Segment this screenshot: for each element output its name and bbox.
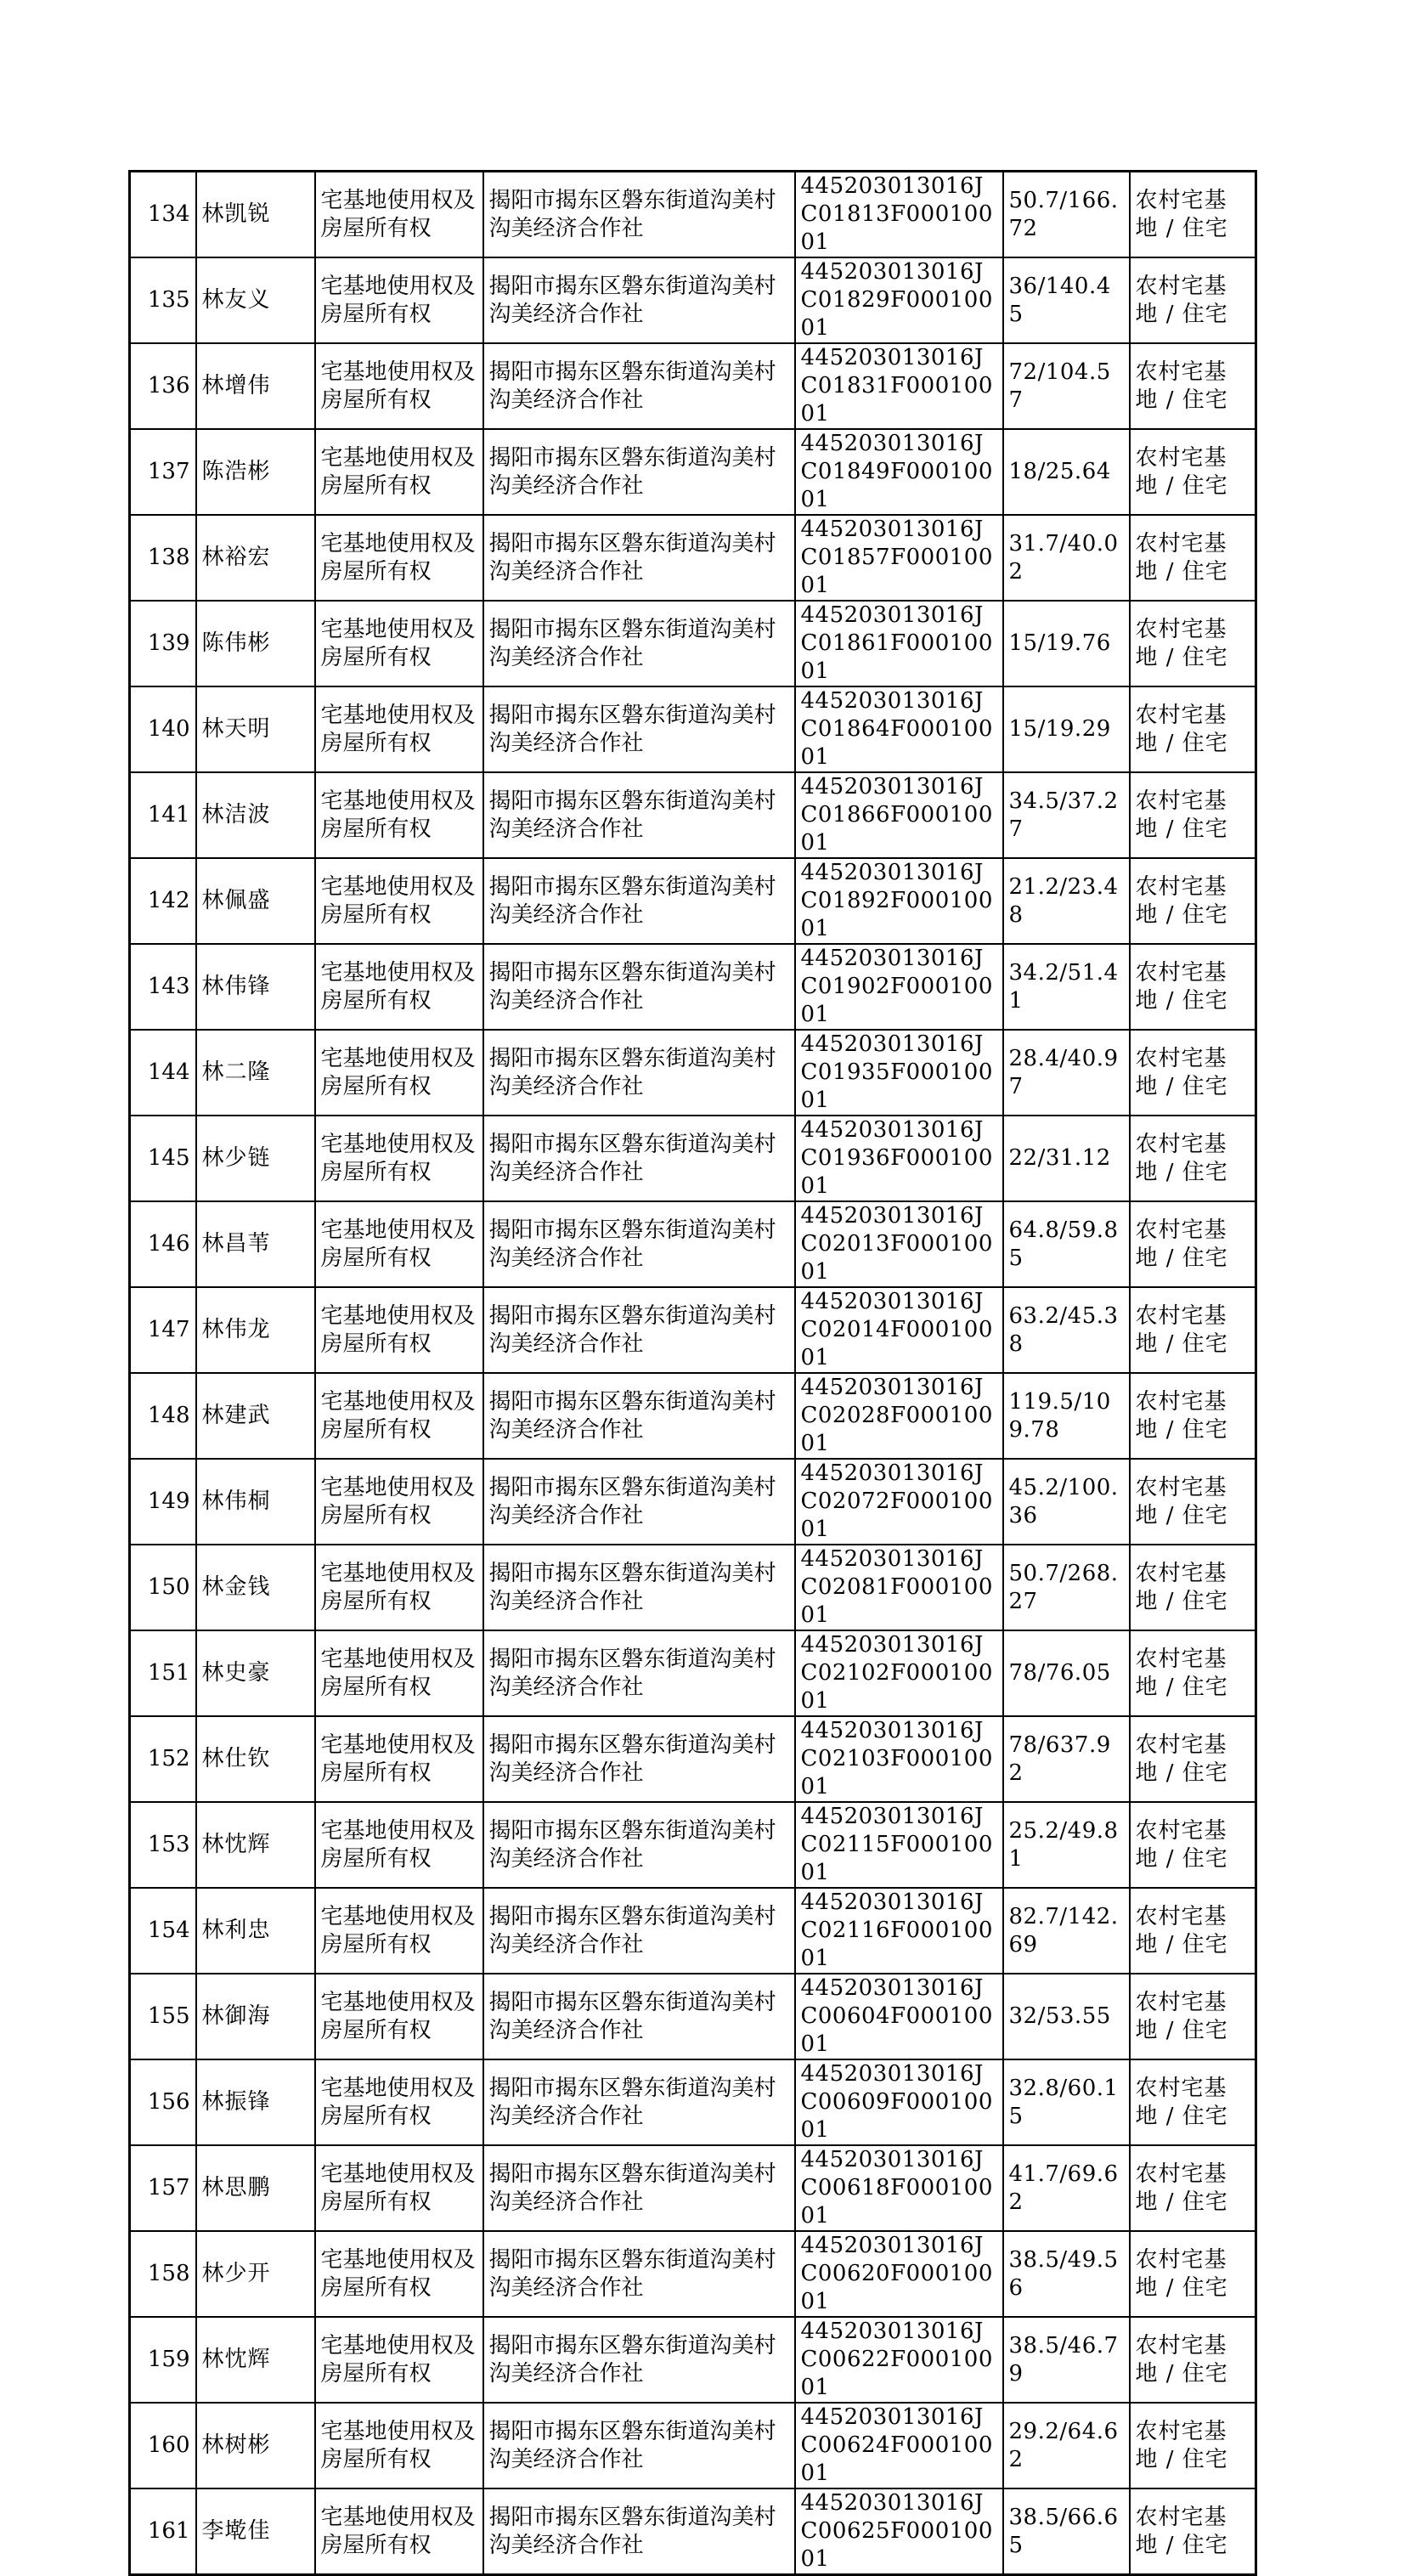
land-use-cell: 农村宅基地 / 住宅 bbox=[1130, 1030, 1256, 1116]
table-row bbox=[130, 1974, 1256, 2059]
row-number-cell: 146 bbox=[130, 1201, 196, 1287]
owner-name-cell: 林忱辉 bbox=[196, 1802, 315, 1888]
row-number-cell: 139 bbox=[130, 601, 196, 686]
owner-name-cell: 林洁波 bbox=[196, 772, 315, 858]
location-cell: 揭阳市揭东区磐东街道沟美村沟美经济合作社 bbox=[483, 601, 795, 686]
location-cell: 揭阳市揭东区磐东街道沟美村沟美经济合作社 bbox=[483, 944, 795, 1030]
row-number-cell: 153 bbox=[130, 1802, 196, 1888]
right-type-cell: 宅基地使用权及房屋所有权 bbox=[315, 2488, 483, 2575]
area-cell: 64.8/59.85 bbox=[1003, 1201, 1130, 1287]
parcel-code-cell: 445203013016JC01902F00010001 bbox=[795, 944, 1003, 1030]
owner-name-cell: 林仕钦 bbox=[196, 1716, 315, 1802]
location-cell: 揭阳市揭东区磐东街道沟美村沟美经济合作社 bbox=[483, 1116, 795, 1201]
land-use-cell: 农村宅基地 / 住宅 bbox=[1130, 1287, 1256, 1373]
right-type-cell: 宅基地使用权及房屋所有权 bbox=[315, 1116, 483, 1201]
row-number-cell: 135 bbox=[130, 257, 196, 343]
location-cell: 揭阳市揭东区磐东街道沟美村沟美经济合作社 bbox=[483, 1545, 795, 1630]
parcel-code-cell: 445203013016JC02103F00010001 bbox=[795, 1716, 1003, 1802]
right-type-cell: 宅基地使用权及房屋所有权 bbox=[315, 2231, 483, 2317]
row-number-cell: 136 bbox=[130, 343, 196, 429]
area-cell: 32/53.55 bbox=[1003, 1974, 1130, 2059]
location-cell: 揭阳市揭东区磐东街道沟美村沟美经济合作社 bbox=[483, 772, 795, 858]
area-cell: 72/104.57 bbox=[1003, 343, 1130, 429]
table-row bbox=[130, 1373, 1256, 1459]
owner-name-cell: 林思鹏 bbox=[196, 2145, 315, 2231]
owner-name-cell: 林增伟 bbox=[196, 343, 315, 429]
right-type-cell: 宅基地使用权及房屋所有权 bbox=[315, 1630, 483, 1716]
table-row bbox=[130, 1201, 1256, 1287]
area-cell: 34.2/51.41 bbox=[1003, 944, 1130, 1030]
area-cell: 119.5/109.78 bbox=[1003, 1373, 1130, 1459]
land-use-cell: 农村宅基地 / 住宅 bbox=[1130, 2059, 1256, 2145]
area-cell: 34.5/37.27 bbox=[1003, 772, 1130, 858]
land-use-cell: 农村宅基地 / 住宅 bbox=[1130, 1888, 1256, 1974]
row-number-cell: 151 bbox=[130, 1630, 196, 1716]
right-type-cell: 宅基地使用权及房屋所有权 bbox=[315, 1888, 483, 1974]
area-cell: 15/19.76 bbox=[1003, 601, 1130, 686]
row-number-cell: 159 bbox=[130, 2317, 196, 2403]
table-row bbox=[130, 1030, 1256, 1116]
right-type-cell: 宅基地使用权及房屋所有权 bbox=[315, 172, 483, 258]
row-number-cell: 155 bbox=[130, 1974, 196, 2059]
owner-name-cell: 林利忠 bbox=[196, 1888, 315, 1974]
location-cell: 揭阳市揭东区磐东街道沟美村沟美经济合作社 bbox=[483, 1201, 795, 1287]
right-type-cell: 宅基地使用权及房屋所有权 bbox=[315, 1802, 483, 1888]
right-type-cell: 宅基地使用权及房屋所有权 bbox=[315, 1030, 483, 1116]
right-type-cell: 宅基地使用权及房屋所有权 bbox=[315, 1287, 483, 1373]
area-cell: 28.4/40.97 bbox=[1003, 1030, 1130, 1116]
area-cell: 63.2/45.38 bbox=[1003, 1287, 1130, 1373]
owner-name-cell: 陈浩彬 bbox=[196, 429, 315, 515]
parcel-code-cell: 445203013016JC01829F00010001 bbox=[795, 257, 1003, 343]
row-number-cell: 149 bbox=[130, 1459, 196, 1545]
right-type-cell: 宅基地使用权及房屋所有权 bbox=[315, 944, 483, 1030]
location-cell: 揭阳市揭东区磐东街道沟美村沟美经济合作社 bbox=[483, 1287, 795, 1373]
row-number-cell: 150 bbox=[130, 1545, 196, 1630]
owner-name-cell: 林忱辉 bbox=[196, 2317, 315, 2403]
land-use-cell: 农村宅基地 / 住宅 bbox=[1130, 1459, 1256, 1545]
table-row bbox=[130, 858, 1256, 944]
owner-name-cell: 林史豪 bbox=[196, 1630, 315, 1716]
land-use-cell: 农村宅基地 / 住宅 bbox=[1130, 1802, 1256, 1888]
owner-name-cell: 林御海 bbox=[196, 1974, 315, 2059]
owner-name-cell: 林建武 bbox=[196, 1373, 315, 1459]
row-number-cell: 147 bbox=[130, 1287, 196, 1373]
owner-name-cell: 林伟桐 bbox=[196, 1459, 315, 1545]
row-number-cell: 160 bbox=[130, 2403, 196, 2488]
right-type-cell: 宅基地使用权及房屋所有权 bbox=[315, 2059, 483, 2145]
parcel-code-cell: 445203013016JC01813F00010001 bbox=[795, 172, 1003, 258]
land-use-cell: 农村宅基地 / 住宅 bbox=[1130, 429, 1256, 515]
location-cell: 揭阳市揭东区磐东街道沟美村沟美经济合作社 bbox=[483, 172, 795, 258]
location-cell: 揭阳市揭东区磐东街道沟美村沟美经济合作社 bbox=[483, 2403, 795, 2488]
parcel-code-cell: 445203013016JC02028F00010001 bbox=[795, 1373, 1003, 1459]
location-cell: 揭阳市揭东区磐东街道沟美村沟美经济合作社 bbox=[483, 2059, 795, 2145]
location-cell: 揭阳市揭东区磐东街道沟美村沟美经济合作社 bbox=[483, 1373, 795, 1459]
row-number-cell: 134 bbox=[130, 172, 196, 258]
right-type-cell: 宅基地使用权及房屋所有权 bbox=[315, 257, 483, 343]
owner-name-cell: 林佩盛 bbox=[196, 858, 315, 944]
land-use-cell: 农村宅基地 / 住宅 bbox=[1130, 2488, 1256, 2575]
location-cell: 揭阳市揭东区磐东街道沟美村沟美经济合作社 bbox=[483, 1888, 795, 1974]
land-use-cell: 农村宅基地 / 住宅 bbox=[1130, 343, 1256, 429]
land-use-cell: 农村宅基地 / 住宅 bbox=[1130, 2403, 1256, 2488]
right-type-cell: 宅基地使用权及房屋所有权 bbox=[315, 1545, 483, 1630]
land-use-cell: 农村宅基地 / 住宅 bbox=[1130, 2317, 1256, 2403]
parcel-code-cell: 445203013016JC02115F00010001 bbox=[795, 1802, 1003, 1888]
row-number-cell: 140 bbox=[130, 686, 196, 772]
area-cell: 50.7/166.72 bbox=[1003, 172, 1130, 258]
parcel-code-cell: 445203013016JC01936F00010001 bbox=[795, 1116, 1003, 1201]
location-cell: 揭阳市揭东区磐东街道沟美村沟美经济合作社 bbox=[483, 1459, 795, 1545]
location-cell: 揭阳市揭东区磐东街道沟美村沟美经济合作社 bbox=[483, 1802, 795, 1888]
parcel-code-cell: 445203013016JC02014F00010001 bbox=[795, 1287, 1003, 1373]
owner-name-cell: 林树彬 bbox=[196, 2403, 315, 2488]
parcel-code-cell: 445203013016JC00604F00010001 bbox=[795, 1974, 1003, 2059]
parcel-code-cell: 445203013016JC01831F00010001 bbox=[795, 343, 1003, 429]
parcel-code-cell: 445203013016JC02102F00010001 bbox=[795, 1630, 1003, 1716]
parcel-code-cell: 445203013016JC00625F00010001 bbox=[795, 2488, 1003, 2575]
area-cell: 41.7/69.62 bbox=[1003, 2145, 1130, 2231]
table-row bbox=[130, 772, 1256, 858]
row-number-cell: 141 bbox=[130, 772, 196, 858]
land-use-cell: 农村宅基地 / 住宅 bbox=[1130, 772, 1256, 858]
parcel-code-cell: 445203013016JC01861F00010001 bbox=[795, 601, 1003, 686]
table-row bbox=[130, 686, 1256, 772]
table-row bbox=[130, 1459, 1256, 1545]
owner-name-cell: 林凯锐 bbox=[196, 172, 315, 258]
table-row bbox=[130, 1802, 1256, 1888]
location-cell: 揭阳市揭东区磐东街道沟美村沟美经济合作社 bbox=[483, 515, 795, 601]
owner-name-cell: 林二隆 bbox=[196, 1030, 315, 1116]
area-cell: 38.5/49.56 bbox=[1003, 2231, 1130, 2317]
land-use-cell: 农村宅基地 / 住宅 bbox=[1130, 944, 1256, 1030]
location-cell: 揭阳市揭东区磐东街道沟美村沟美经济合作社 bbox=[483, 2145, 795, 2231]
area-cell: 78/76.05 bbox=[1003, 1630, 1130, 1716]
land-use-cell: 农村宅基地 / 住宅 bbox=[1130, 2145, 1256, 2231]
table-row bbox=[130, 601, 1256, 686]
land-use-cell: 农村宅基地 / 住宅 bbox=[1130, 601, 1256, 686]
registry-table-body bbox=[130, 172, 1256, 2575]
owner-name-cell: 林金钱 bbox=[196, 1545, 315, 1630]
location-cell: 揭阳市揭东区磐东街道沟美村沟美经济合作社 bbox=[483, 686, 795, 772]
parcel-code-cell: 445203013016JC01857F00010001 bbox=[795, 515, 1003, 601]
area-cell: 38.5/46.79 bbox=[1003, 2317, 1130, 2403]
parcel-code-cell: 445203013016JC01849F00010001 bbox=[795, 429, 1003, 515]
area-cell: 25.2/49.81 bbox=[1003, 1802, 1130, 1888]
area-cell: 50.7/268.27 bbox=[1003, 1545, 1130, 1630]
owner-name-cell: 林友义 bbox=[196, 257, 315, 343]
land-use-cell: 农村宅基地 / 住宅 bbox=[1130, 686, 1256, 772]
area-cell: 18/25.64 bbox=[1003, 429, 1130, 515]
location-cell: 揭阳市揭东区磐东街道沟美村沟美经济合作社 bbox=[483, 1716, 795, 1802]
parcel-code-cell: 445203013016JC00622F00010001 bbox=[795, 2317, 1003, 2403]
owner-name-cell: 林昌苇 bbox=[196, 1201, 315, 1287]
table-row bbox=[130, 2059, 1256, 2145]
row-number-cell: 143 bbox=[130, 944, 196, 1030]
area-cell: 82.7/142.69 bbox=[1003, 1888, 1130, 1974]
land-use-cell: 农村宅基地 / 住宅 bbox=[1130, 515, 1256, 601]
right-type-cell: 宅基地使用权及房屋所有权 bbox=[315, 772, 483, 858]
row-number-cell: 148 bbox=[130, 1373, 196, 1459]
parcel-code-cell: 445203013016JC00609F00010001 bbox=[795, 2059, 1003, 2145]
location-cell: 揭阳市揭东区磐东街道沟美村沟美经济合作社 bbox=[483, 2317, 795, 2403]
row-number-cell: 161 bbox=[130, 2488, 196, 2575]
area-cell: 15/19.29 bbox=[1003, 686, 1130, 772]
location-cell: 揭阳市揭东区磐东街道沟美村沟美经济合作社 bbox=[483, 429, 795, 515]
table-row bbox=[130, 1287, 1256, 1373]
parcel-code-cell: 445203013016JC02072F00010001 bbox=[795, 1459, 1003, 1545]
area-cell: 29.2/64.62 bbox=[1003, 2403, 1130, 2488]
row-number-cell: 142 bbox=[130, 858, 196, 944]
right-type-cell: 宅基地使用权及房屋所有权 bbox=[315, 429, 483, 515]
table-row bbox=[130, 429, 1256, 515]
area-cell: 78/637.92 bbox=[1003, 1716, 1130, 1802]
location-cell: 揭阳市揭东区磐东街道沟美村沟美经济合作社 bbox=[483, 343, 795, 429]
right-type-cell: 宅基地使用权及房屋所有权 bbox=[315, 1373, 483, 1459]
land-use-cell: 农村宅基地 / 住宅 bbox=[1130, 257, 1256, 343]
table-row bbox=[130, 172, 1256, 258]
parcel-code-cell: 445203013016JC01864F00010001 bbox=[795, 686, 1003, 772]
parcel-code-cell: 445203013016JC01935F00010001 bbox=[795, 1030, 1003, 1116]
owner-name-cell: 林少链 bbox=[196, 1116, 315, 1201]
table-row bbox=[130, 944, 1256, 1030]
parcel-code-cell: 445203013016JC02013F00010001 bbox=[795, 1201, 1003, 1287]
owner-name-cell: 林伟龙 bbox=[196, 1287, 315, 1373]
table-row bbox=[130, 1116, 1256, 1201]
right-type-cell: 宅基地使用权及房屋所有权 bbox=[315, 1974, 483, 2059]
owner-name-cell: 陈伟彬 bbox=[196, 601, 315, 686]
row-number-cell: 152 bbox=[130, 1716, 196, 1802]
owner-name-cell: 林伟锋 bbox=[196, 944, 315, 1030]
table-row bbox=[130, 2317, 1256, 2403]
parcel-code-cell: 445203013016JC01892F00010001 bbox=[795, 858, 1003, 944]
area-cell: 38.5/66.65 bbox=[1003, 2488, 1130, 2575]
row-number-cell: 157 bbox=[130, 2145, 196, 2231]
land-use-cell: 农村宅基地 / 住宅 bbox=[1130, 1116, 1256, 1201]
location-cell: 揭阳市揭东区磐东街道沟美村沟美经济合作社 bbox=[483, 2231, 795, 2317]
land-use-cell: 农村宅基地 / 住宅 bbox=[1130, 1974, 1256, 2059]
right-type-cell: 宅基地使用权及房屋所有权 bbox=[315, 1716, 483, 1802]
table-row bbox=[130, 1630, 1256, 1716]
parcel-code-cell: 445203013016JC01866F00010001 bbox=[795, 772, 1003, 858]
right-type-cell: 宅基地使用权及房屋所有权 bbox=[315, 343, 483, 429]
table-row bbox=[130, 2145, 1256, 2231]
owner-name-cell: 林裕宏 bbox=[196, 515, 315, 601]
parcel-code-cell: 445203013016JC00618F00010001 bbox=[795, 2145, 1003, 2231]
table-row bbox=[130, 2488, 1256, 2575]
location-cell: 揭阳市揭东区磐东街道沟美村沟美经济合作社 bbox=[483, 2488, 795, 2575]
area-cell: 45.2/100.36 bbox=[1003, 1459, 1130, 1545]
area-cell: 32.8/60.15 bbox=[1003, 2059, 1130, 2145]
row-number-cell: 154 bbox=[130, 1888, 196, 1974]
location-cell: 揭阳市揭东区磐东街道沟美村沟美经济合作社 bbox=[483, 1030, 795, 1116]
right-type-cell: 宅基地使用权及房屋所有权 bbox=[315, 515, 483, 601]
row-number-cell: 138 bbox=[130, 515, 196, 601]
land-use-cell: 农村宅基地 / 住宅 bbox=[1130, 1630, 1256, 1716]
parcel-code-cell: 445203013016JC02081F00010001 bbox=[795, 1545, 1003, 1630]
table-row bbox=[130, 257, 1256, 343]
table-row bbox=[130, 1545, 1256, 1630]
row-number-cell: 158 bbox=[130, 2231, 196, 2317]
land-use-cell: 农村宅基地 / 住宅 bbox=[1130, 858, 1256, 944]
location-cell: 揭阳市揭东区磐东街道沟美村沟美经济合作社 bbox=[483, 1974, 795, 2059]
land-use-cell: 农村宅基地 / 住宅 bbox=[1130, 1716, 1256, 1802]
row-number-cell: 145 bbox=[130, 1116, 196, 1201]
right-type-cell: 宅基地使用权及房屋所有权 bbox=[315, 2145, 483, 2231]
table-row bbox=[130, 1888, 1256, 1974]
right-type-cell: 宅基地使用权及房屋所有权 bbox=[315, 1201, 483, 1287]
right-type-cell: 宅基地使用权及房屋所有权 bbox=[315, 2403, 483, 2488]
row-number-cell: 137 bbox=[130, 429, 196, 515]
row-number-cell: 144 bbox=[130, 1030, 196, 1116]
area-cell: 22/31.12 bbox=[1003, 1116, 1130, 1201]
owner-name-cell: 林振锋 bbox=[196, 2059, 315, 2145]
right-type-cell: 宅基地使用权及房屋所有权 bbox=[315, 601, 483, 686]
area-cell: 31.7/40.02 bbox=[1003, 515, 1130, 601]
owner-name-cell: 林天明 bbox=[196, 686, 315, 772]
parcel-code-cell: 445203013016JC00620F00010001 bbox=[795, 2231, 1003, 2317]
area-cell: 36/140.45 bbox=[1003, 257, 1130, 343]
row-number-cell: 156 bbox=[130, 2059, 196, 2145]
registry-table bbox=[128, 170, 1257, 2576]
table-row bbox=[130, 2403, 1256, 2488]
table-row bbox=[130, 343, 1256, 429]
table-row bbox=[130, 2231, 1256, 2317]
table-row bbox=[130, 515, 1256, 601]
land-use-cell: 农村宅基地 / 住宅 bbox=[1130, 1201, 1256, 1287]
right-type-cell: 宅基地使用权及房屋所有权 bbox=[315, 686, 483, 772]
land-use-cell: 农村宅基地 / 住宅 bbox=[1130, 1373, 1256, 1459]
owner-name-cell: 李墘佳 bbox=[196, 2488, 315, 2575]
area-cell: 21.2/23.48 bbox=[1003, 858, 1130, 944]
parcel-code-cell: 445203013016JC00624F00010001 bbox=[795, 2403, 1003, 2488]
location-cell: 揭阳市揭东区磐东街道沟美村沟美经济合作社 bbox=[483, 257, 795, 343]
right-type-cell: 宅基地使用权及房屋所有权 bbox=[315, 2317, 483, 2403]
parcel-code-cell: 445203013016JC02116F00010001 bbox=[795, 1888, 1003, 1974]
right-type-cell: 宅基地使用权及房屋所有权 bbox=[315, 1459, 483, 1545]
land-use-cell: 农村宅基地 / 住宅 bbox=[1130, 1545, 1256, 1630]
owner-name-cell: 林少开 bbox=[196, 2231, 315, 2317]
table-row bbox=[130, 1716, 1256, 1802]
right-type-cell: 宅基地使用权及房屋所有权 bbox=[315, 858, 483, 944]
land-use-cell: 农村宅基地 / 住宅 bbox=[1130, 2231, 1256, 2317]
location-cell: 揭阳市揭东区磐东街道沟美村沟美经济合作社 bbox=[483, 1630, 795, 1716]
location-cell: 揭阳市揭东区磐东街道沟美村沟美经济合作社 bbox=[483, 858, 795, 944]
land-use-cell: 农村宅基地 / 住宅 bbox=[1130, 172, 1256, 258]
